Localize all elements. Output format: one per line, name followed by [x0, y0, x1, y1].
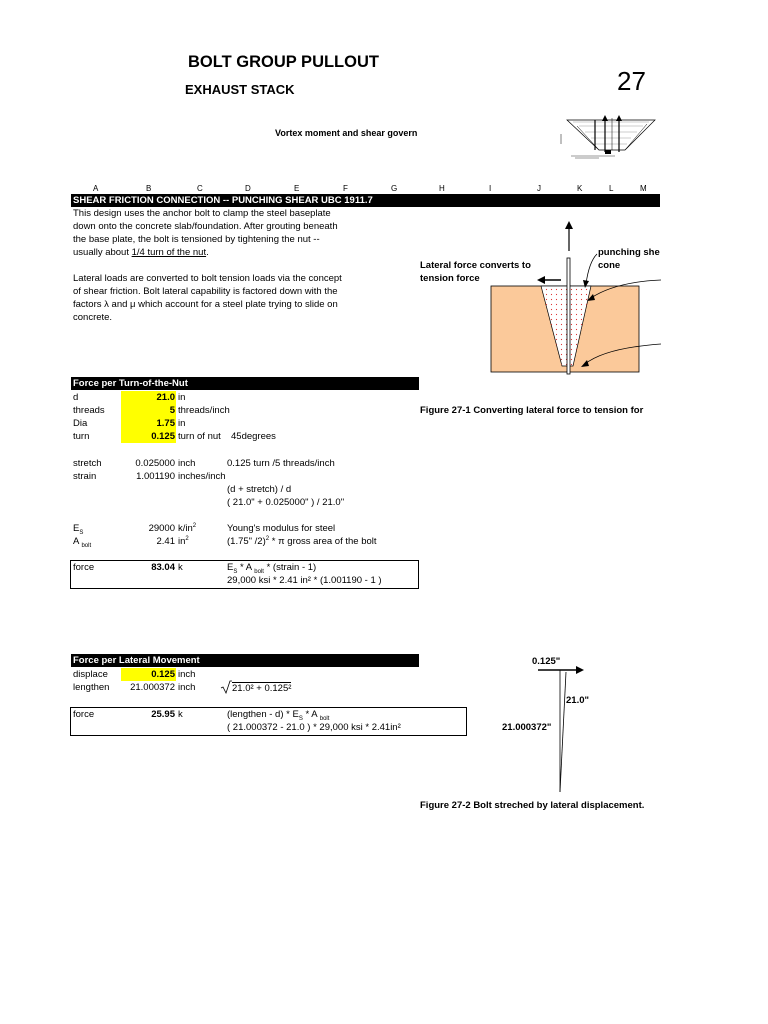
row-d-unit: in [178, 392, 186, 403]
page-number: 27 [617, 66, 646, 96]
es-label: $E_S$ [73, 523, 84, 536]
es-note: Young's modulus for steel [227, 523, 336, 534]
section-header-shear-friction: SHEAR FRICTION CONNECTION -- PUNCHING SHEAR UBC 1911.7 [71, 194, 660, 207]
stretch-unit: inch [178, 458, 196, 469]
abolt-unit: $in^2$ [178, 536, 189, 548]
figure1-label-lateral-2: tension force [420, 273, 480, 284]
column-header-m: M [640, 184, 647, 193]
lateral-line-1: Lateral loads are converted to bolt tension loads via the concept [73, 273, 342, 284]
displace-value[interactable]: 0.125 [151, 669, 175, 680]
lateral-line-3: factors λ and μ which account for a steel plate trying to slide on [73, 299, 338, 310]
force-lateral-formula-2: ( 21.000372 - 21.0 ) * 29,000 ksi * 2.41in² [227, 722, 401, 733]
displace-label: displace [73, 669, 108, 680]
intro-line-2: down onto the concrete slab/foundation. After grouting beneath [73, 221, 338, 232]
displace-unit: inch [178, 669, 196, 680]
row-d-value[interactable]: 21.0 [156, 392, 175, 403]
stretch-label: stretch [73, 458, 102, 469]
row-threads-value[interactable]: 5 [169, 405, 175, 416]
row-threads-label: threads [73, 405, 105, 416]
quarter-turn-link-text: 1/4 turn of the nut [131, 247, 207, 258]
section-header-lateral-movement: Force per Lateral Movement [71, 654, 419, 667]
figure1-label-punching-2: cone [598, 260, 621, 271]
header-note: Vortex moment and shear govern [275, 128, 418, 138]
row-dia-label: Dia [73, 418, 88, 429]
force-lateral-value: 25.95 [151, 709, 175, 720]
page-title: BOLT GROUP PULLOUT [188, 53, 379, 71]
figure1-label-lateral-1: Lateral force converts to [420, 260, 531, 271]
row-dia-value[interactable]: 1.75 [156, 418, 175, 429]
force-turn-unit: k [178, 562, 183, 573]
row-turn-value[interactable]: 0.125 [151, 431, 175, 442]
stack-thumbnail-diagram [555, 110, 661, 162]
strain-formula-2: ( 21.0" + 0.025000" ) / 21.0" [227, 497, 345, 508]
es-unit: $k/in^2$ [178, 523, 197, 535]
column-header-k: K [577, 184, 583, 193]
column-header-l: L [609, 184, 614, 193]
column-header-a: A [93, 184, 99, 193]
es-value: 29000 [148, 523, 175, 534]
section-header-turn-of-nut: Force per Turn-of-the-Nut [71, 377, 419, 390]
figure1-caption: Figure 27-1 Converting lateral force to tension for [420, 405, 644, 416]
row-threads-unit: threads/inch [178, 405, 230, 416]
lengthen-formula: 21.0² + 0.125² [232, 683, 292, 694]
figure2-top-label: 0.125" [532, 656, 561, 667]
abolt-note: (1.75" /2)$^2$ * π gross area of the bolt [227, 536, 377, 548]
page-subtitle: EXHAUST STACK [185, 82, 295, 97]
force-turn-formula-2: 29,000 ksi * 2.41 in² * (1.001190 - 1 ) [227, 575, 382, 586]
strain-unit: inches/inch [178, 471, 226, 482]
strain-value: 1.001190 [136, 471, 175, 482]
force-turn-label: force [73, 562, 95, 573]
figure-punching-shear-diagram [485, 218, 661, 378]
intro-line-4: usually about 1/4 turn of the nut. [73, 247, 209, 258]
force-lateral-label: force [73, 709, 95, 720]
column-header-e: E [294, 184, 300, 193]
lengthen-unit: inch [178, 682, 196, 693]
force-turn-formula-1: $E_S$ * A $_{bolt}$ * (strain - 1) [227, 562, 317, 575]
stretch-value: 0.025000 [135, 458, 175, 469]
force-lateral-formula-1: (lengthen - $d) * E_S$ * A $_{bolt}$ [227, 709, 330, 722]
abolt-label: A $_{bolt}$ [73, 536, 92, 549]
intro-line-1: This design uses the anchor bolt to clamp the steel baseplate [73, 208, 331, 219]
column-header-d: D [245, 184, 251, 193]
row-dia-unit: in [178, 418, 186, 429]
column-header-b: B [146, 184, 152, 193]
row-turn-unit: turn of nut [178, 431, 221, 442]
column-header-c: C [197, 184, 203, 193]
lateral-line-2: of shear friction. Bolt lateral capability is factored down with the [73, 286, 338, 297]
intro-line-3: the base plate, the bolt is tensioned by tightening the nut -- [73, 234, 320, 245]
abolt-value: 2.41 [156, 536, 175, 547]
figure2-side-label: 21.0" [566, 695, 589, 706]
strain-label: strain [73, 471, 97, 482]
row-d-label: d [73, 392, 79, 403]
row-turn-note: 45degrees [231, 431, 276, 442]
lateral-line-4: concrete. [73, 312, 113, 323]
force-lateral-unit: k [178, 709, 183, 720]
row-turn-label: turn [73, 431, 90, 442]
stretch-note: 0.125 turn /5 threads/inch [227, 458, 335, 469]
figure1-label-punching-1: punching she [598, 247, 660, 258]
column-header-j: J [537, 184, 541, 193]
sqrt-icon [220, 680, 232, 694]
figure2-caption: Figure 27-2 Bolt streched by lateral displacement. [420, 800, 645, 811]
column-header-g: G [391, 184, 398, 193]
force-turn-value: 83.04 [151, 562, 175, 573]
strain-formula-1: (d + stretch) / d [227, 484, 292, 495]
column-header-h: H [439, 184, 445, 193]
column-header-i: I [489, 184, 492, 193]
column-header-f: F [343, 184, 348, 193]
lengthen-value: 21.000372 [130, 682, 175, 693]
figure2-hypotenuse-label: 21.000372" [502, 722, 552, 733]
lengthen-label: lengthen [73, 682, 110, 693]
